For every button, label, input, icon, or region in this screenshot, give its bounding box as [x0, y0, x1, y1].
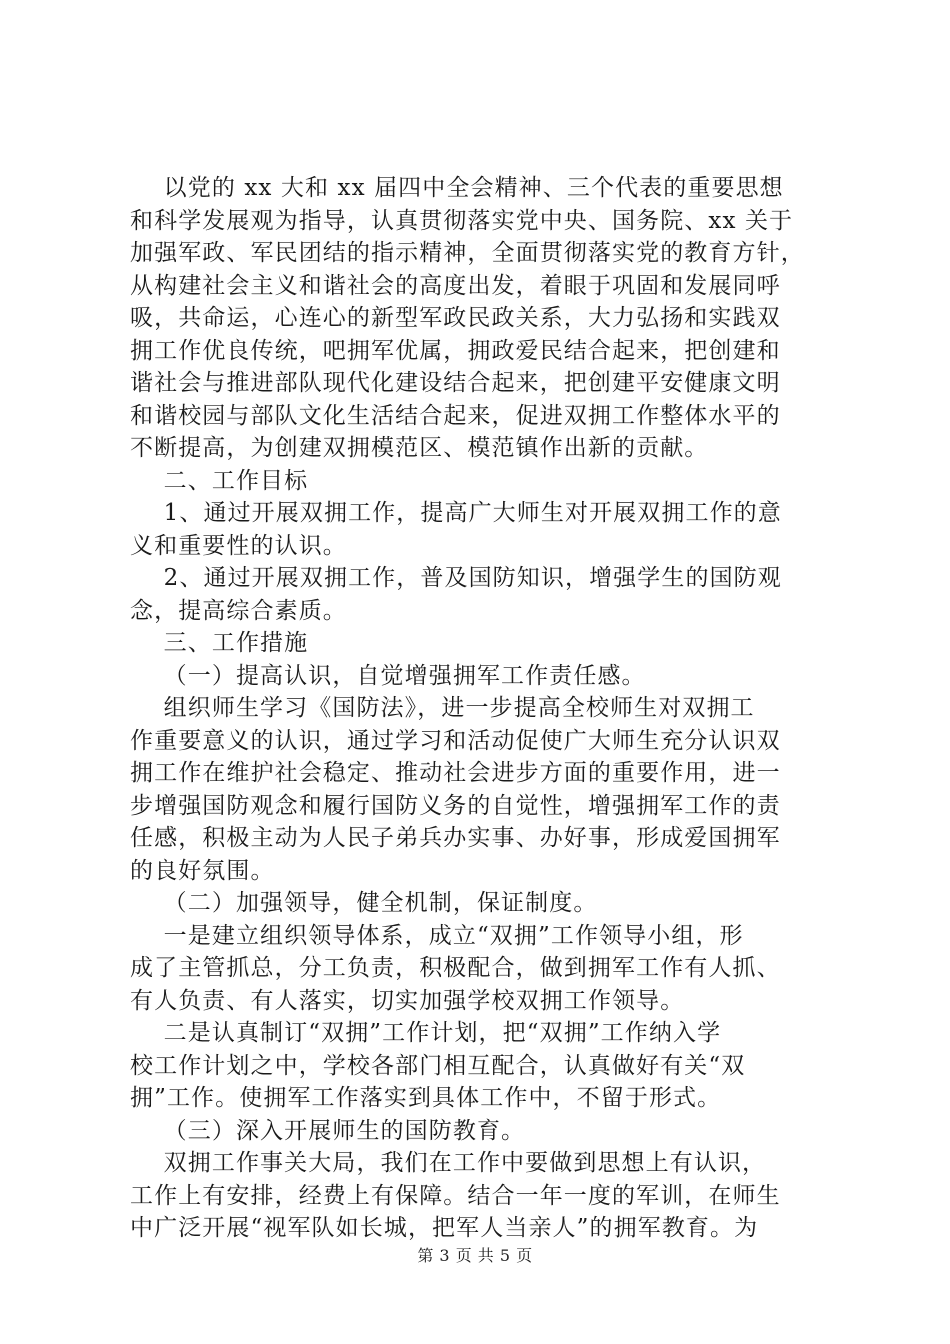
- text-line: 拥工作优良传统，吧拥军优属，拥政爱民结合起来，把创建和: [130, 337, 781, 364]
- text-line: 有人负责、有人落实，切实加强学校双拥工作领导。: [130, 987, 685, 1014]
- text-line: 念，提高综合素质。: [130, 597, 347, 624]
- section-heading: 三、工作措施: [130, 630, 309, 656]
- text-line: 双拥工作事关大局，我们在工作中要做到思想上有认识，: [130, 1150, 767, 1176]
- text-line: 加强军政、军民团结的指示精神，全面贯彻落实党的教育方针，: [130, 240, 805, 266]
- document-body: [130, 172, 830, 1245]
- text-line: 步增强国防观念和履行国防义务的自觉性，增强拥军工作的责: [130, 792, 781, 819]
- text-line: 工作上有安排，经费上有保障。结合一年一度的军训，在师生: [130, 1182, 781, 1209]
- text-line: 组织师生学习《国防法》，进一步提高全校师生对双拥工: [130, 695, 755, 721]
- text-line: 和科学发展观为指导，认真贯彻落实党中央、国务院、xx 关于: [130, 207, 794, 234]
- text-line: 一是建立组织领导体系，成立“双拥”工作领导小组，形: [130, 922, 744, 949]
- section-heading: 二、工作目标: [130, 467, 309, 494]
- text-line: 中广泛开展“视军队如长城，把军人当亲人”的拥军教育。为: [130, 1215, 759, 1241]
- page-footer: 第 3 页 共 5 页: [417, 1246, 533, 1265]
- text-line: 义和重要性的认识。: [130, 532, 347, 559]
- text-line: 吸，共命运，心连心的新型军政民政关系，大力弘扬和实践双: [130, 305, 781, 331]
- text-line: 从构建社会主义和谐社会的高度出发，着眼于巩固和发展同呼: [130, 272, 781, 299]
- text-line: 1、通过开展双拥工作，提高广大师生对开展双拥工作的意: [130, 500, 782, 526]
- text-line: 的良好氛围。: [130, 857, 275, 884]
- subsection-heading: （三）深入开展师生的国防教育。: [130, 1117, 526, 1144]
- text-line: 2、通过开展双拥工作，普及国防知识，增强学生的国防观: [130, 565, 782, 591]
- subsection-heading: （二）加强领导，健全机制，保证制度。: [130, 890, 598, 916]
- text-line: 拥”工作。使拥军工作落实到具体工作中，不留于形式。: [130, 1085, 722, 1111]
- text-line: 任感，积极主动为人民子弟兵办实事、办好事，形成爱国拥军: [130, 825, 781, 851]
- text-line: 以党的 xx 大和 xx 届四中全会精神、三个代表的重要思想: [130, 175, 784, 201]
- subsection-heading: （一）提高认识，自觉增强拥军工作责任感。: [130, 662, 646, 689]
- text-line: 和谐校园与部队文化生活结合起来，促进双拥工作整体水平的: [130, 402, 781, 429]
- text-line: 校工作计划之中，学校各部门相互配合，认真做好有关“双: [130, 1052, 746, 1079]
- text-line: 成了主管抓总，分工负责，积极配合，做到拥军工作有人抓、: [130, 955, 781, 981]
- text-line: 不断提高，为创建双拥模范区、模范镇作出新的贡献。: [130, 435, 709, 461]
- text-line: 谐社会与推进部队现代化建设结合起来，把创建平安健康文明: [130, 370, 781, 396]
- text-line: 作重要意义的认识，通过学习和活动促使广大师生充分认识双: [130, 727, 781, 754]
- text-line: 拥工作在维护社会稳定、推动社会进步方面的重要作用，进一: [130, 760, 781, 786]
- text-line: 二是认真制订“双拥”工作计划，把“双拥”工作纳入学: [130, 1020, 722, 1046]
